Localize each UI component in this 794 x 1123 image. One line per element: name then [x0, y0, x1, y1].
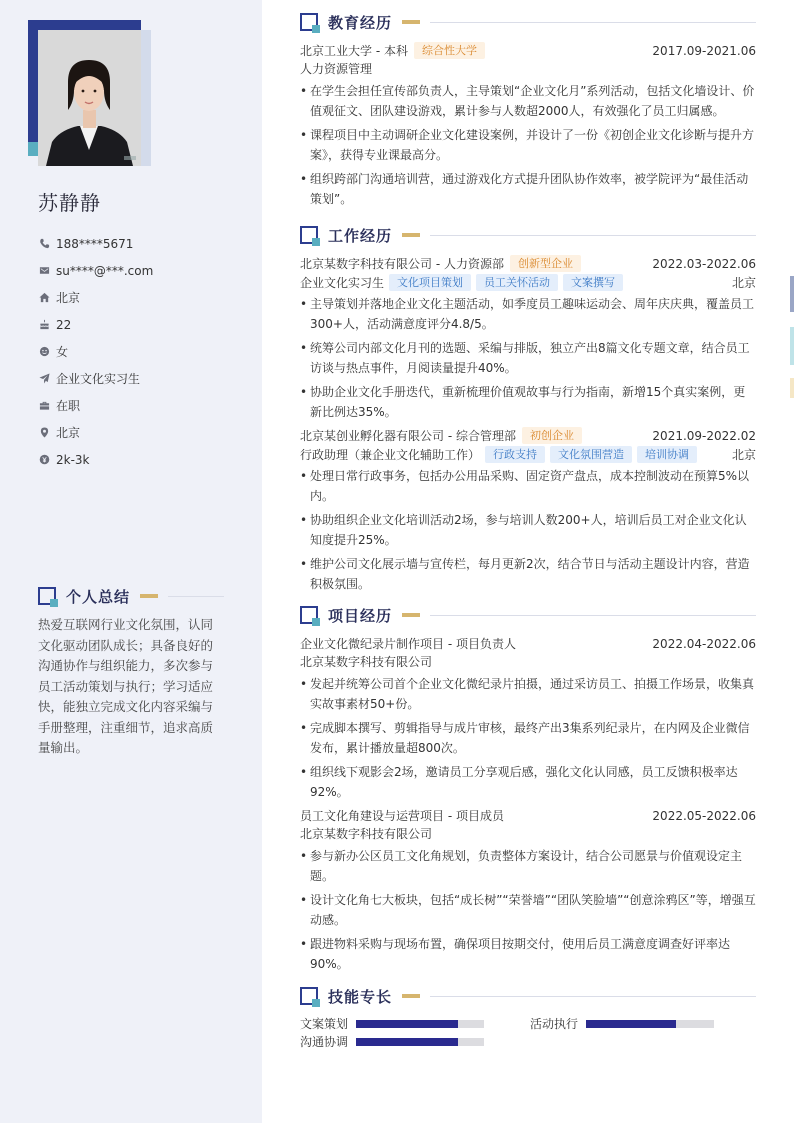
info-city: [38, 419, 153, 446]
skill-name: 活动执行: [530, 1017, 579, 1031]
skill-bar-fill: [586, 1020, 676, 1028]
education-school-tag: 综合性大学: [414, 42, 485, 59]
info-hometown-text: 北京: [56, 291, 81, 305]
section-divider: [430, 615, 756, 616]
list-item: • 维护公司文化展示墙与宣传栏，每月更新2次，结合节日与活动主题设计内容，营造积极氛围。: [300, 554, 756, 594]
work-skill-tag: 文化氛围营造: [550, 446, 632, 463]
project-entry-2: [300, 806, 756, 974]
section-square-icon: [300, 226, 318, 244]
contact-info-list: [38, 230, 153, 473]
briefcase-icon: [38, 400, 50, 412]
list-item: • 统筹公司内部文化月刊的选题、采编与排版，独立产出8篇文化专题文章，结合员工访谈与热点事件，月阅读量提升40%。: [300, 338, 756, 378]
list-item: • 组织跨部门沟通培训营，通过游戏化方式提升团队协作效率，被学院评为“最佳活动策划”。: [300, 169, 756, 209]
project-entry-1: [300, 634, 756, 802]
edge-marker: [790, 378, 794, 398]
skill-bar: [586, 1020, 714, 1028]
education-school: 北京工业大学 - 本科: [300, 44, 408, 58]
info-phone-text: 188****5671: [56, 236, 134, 251]
section-gold-bar: [402, 20, 420, 24]
project-date: 2022.05-2022.06: [652, 808, 756, 823]
skill-item: [300, 1015, 484, 1032]
projects-header: [300, 605, 756, 625]
section-square-icon: [300, 13, 318, 31]
home-icon: [38, 292, 50, 304]
info-email-text: su****@***.com: [56, 263, 154, 278]
work-company-tag: 初创企业: [522, 427, 582, 444]
section-square-icon: [38, 587, 56, 605]
list-item: • 跟进物料采购与现场布置，确保项目按期交付，使用后员工满意度调查好评率达90%。: [300, 934, 756, 974]
cake-icon: [38, 319, 50, 331]
section-divider: [168, 596, 224, 597]
skill-name: 沟通协调: [300, 1035, 349, 1049]
info-city-text: 北京: [56, 426, 81, 440]
section-divider: [430, 996, 756, 997]
info-status-text: 在职: [56, 399, 81, 413]
work-entry-2: [300, 426, 756, 594]
project-name-row: [300, 806, 756, 825]
list-item: • 课程项目中主动调研企业文化建设案例，并设计了一份《初创企业文化诊断与提升方案》，获得专业课最高分。: [300, 125, 756, 165]
section-gold-bar: [140, 594, 158, 598]
work-city: 北京: [731, 276, 756, 290]
project-name: 员工文化角建设与运营项目 - 项目成员: [300, 809, 504, 823]
edge-marker: [790, 327, 794, 365]
work-company-tag: 创新型企业: [510, 255, 581, 272]
work-role: 企业文化实习生: [300, 276, 385, 290]
mail-icon: [38, 265, 50, 277]
gender-icon: [38, 346, 50, 358]
education-major: 人力资源管理: [300, 62, 373, 76]
list-item: • 参与新办公区员工文化角规划，负责整体方案设计，结合公司愿景与价值观设定主题。: [300, 846, 756, 886]
project-org: 北京某数字科技有限公司: [300, 655, 433, 669]
list-item: • 协助组织企业文化培训活动2场，参与培训人数200+人，培训后员工对企业文化认知度提升25%。: [300, 510, 756, 550]
info-hometown: [38, 284, 153, 311]
list-item: • 主导策划并落地企业文化主题活动，如季度员工趣味运动会、周年庆庆典，覆盖员工300+人，活动满意度评分4.8/5。: [300, 294, 756, 334]
education-section: [300, 12, 756, 209]
list-item: • 组织线下观影会2场，邀请员工分享观后感，强化文化认同感，员工反馈积极率达92%。: [300, 762, 756, 802]
project-date: 2022.04-2022.06: [652, 636, 756, 651]
info-job-intention: [38, 365, 153, 392]
skills-section-header: [300, 986, 756, 1006]
skill-bar-fill: [356, 1020, 458, 1028]
phone-icon: [38, 238, 50, 250]
edge-marker: [790, 276, 794, 312]
skills-title: 技能专长: [328, 987, 393, 1006]
list-item: • 完成脚本撰写、剪辑指导与成片审核，最终产出3集系列纪录片，在内网及企业微信发布，累计播放量超800次。: [300, 718, 756, 758]
list-item: • 处理日常行政事务，包括办公用品采购、固定资产盘点，成本控制波动在预算5%以内。: [300, 466, 756, 506]
info-gender-text: 女: [56, 345, 69, 359]
candidate-name: 苏静静: [38, 191, 101, 215]
work-date: 2022.03-2022.06: [652, 256, 756, 271]
section-square-icon: [300, 606, 318, 624]
work-bullets: [300, 466, 756, 594]
section-square-icon: [300, 987, 318, 1005]
info-job-intention-text: 企业文化实习生: [56, 372, 141, 386]
list-item: • 发起并统筹公司首个企业文化微纪录片拍摄，通过采访员工、拍摄工作场景，收集真实故事素材50+份。: [300, 674, 756, 714]
info-age-text: 22: [56, 317, 72, 332]
send-icon: [38, 373, 50, 385]
info-status: [38, 392, 153, 419]
projects-title: 项目经历: [328, 606, 393, 625]
project-bullets: [300, 674, 756, 802]
work-role-row: [300, 445, 756, 464]
work-title: 工作经历: [328, 226, 393, 245]
info-email: [38, 257, 153, 284]
skill-bar: [356, 1020, 484, 1028]
salary-icon: [38, 454, 50, 466]
list-item: • 设计文化角七大板块，包括“成长树”“荣誉墙”“团队笑脸墙”“创意涂鸦区”等，增强互动感。: [300, 890, 756, 930]
section-gold-bar: [402, 233, 420, 237]
work-entry-1: [300, 254, 756, 422]
skill-bar-fill: [356, 1038, 458, 1046]
list-item: • 在学生会担任宣传部负责人，主导策划“企业文化月”系列活动，包括文化墙设计、价值观征文、团队建设游戏，累计参与人数超2000人，有效强化了员工归属感。: [300, 81, 756, 121]
project-name-row: [300, 634, 756, 653]
location-icon: [38, 427, 50, 439]
work-skill-tag: 文化项目策划: [389, 274, 471, 291]
education-header: [300, 12, 756, 32]
work-header: [300, 225, 756, 245]
education-bullets: [300, 81, 756, 209]
section-divider: [430, 235, 756, 236]
education-school-row: [300, 41, 756, 60]
info-salary: [38, 446, 153, 473]
education-date: 2017.09-2021.06: [652, 43, 756, 58]
info-phone: [38, 230, 153, 257]
list-item: • 协助企业文化手册迭代，重新梳理价值观故事与行为指南，新增15个真实案例，更新比例达35%。: [300, 382, 756, 422]
info-age: [38, 311, 153, 338]
project-name: 企业文化微纪录片制作项目 - 项目负责人: [300, 637, 516, 651]
projects-section: [300, 605, 756, 974]
avatar: [38, 30, 141, 166]
work-section: [300, 225, 756, 594]
work-skill-tag: 行政支持: [485, 446, 545, 463]
work-skill-tag: 培训协调: [637, 446, 697, 463]
skill-bar: [356, 1038, 484, 1046]
info-gender: [38, 338, 153, 365]
education-title: 教育经历: [328, 13, 393, 32]
skill-item: [530, 1015, 714, 1032]
summary-section-header: [38, 586, 224, 606]
work-date: 2021.09-2022.02: [652, 428, 756, 443]
summary-text: 热爱互联网行业文化氛围，认同文化驱动团队成长；具备良好的沟通协作与组织能力，多次参与员工活动策划与执行；学习适应快，能独立完成文化内容采编与手册整理，注重细节，追求高质量输出。: [38, 617, 214, 755]
skill-name: 文案策划: [300, 1017, 349, 1031]
summary-title: 个人总结: [66, 587, 131, 606]
section-gold-bar: [402, 613, 420, 617]
section-gold-bar: [402, 994, 420, 998]
work-company: 北京某创业孵化器有限公司 - 综合管理部: [300, 429, 516, 443]
work-company-row: [300, 426, 756, 445]
work-skill-tag: 文案撰写: [563, 274, 623, 291]
work-skill-tag: 员工关怀活动: [476, 274, 558, 291]
avatar-portrait-icon: [38, 30, 141, 166]
work-company-row: [300, 254, 756, 273]
skill-item: [300, 1033, 484, 1050]
work-city: 北京: [731, 448, 756, 462]
project-org: 北京某数字科技有限公司: [300, 827, 433, 841]
sidebar: [0, 0, 262, 1123]
photo-frame-corner: [28, 142, 38, 156]
work-company: 北京某数字科技有限公司 - 人力资源部: [300, 257, 504, 271]
info-salary-text: 2k-3k: [56, 452, 90, 467]
section-divider: [430, 22, 756, 23]
project-bullets: [300, 846, 756, 974]
work-bullets: [300, 294, 756, 422]
work-role-row: [300, 273, 756, 292]
work-role: 行政助理（兼企业文化辅助工作）: [300, 448, 481, 462]
